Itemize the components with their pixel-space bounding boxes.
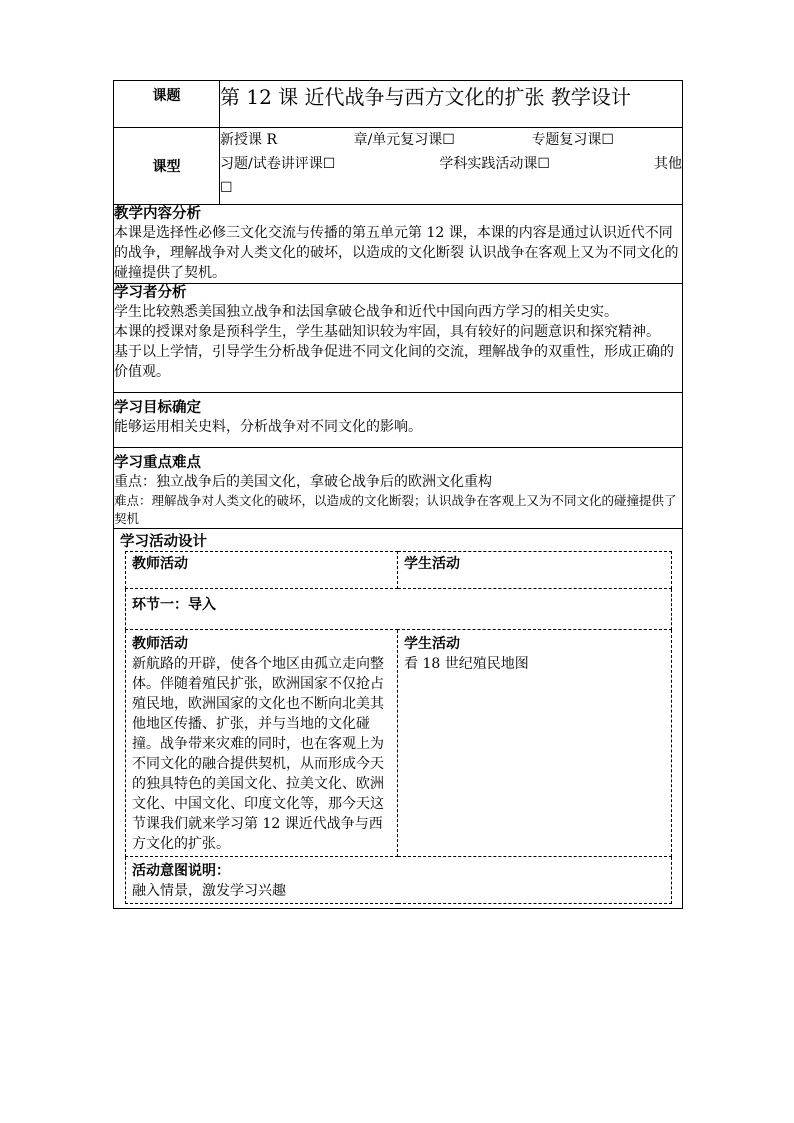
- type-chapter-review: 章/单元复习课☐: [353, 132, 455, 148]
- stage-row: [126, 589, 672, 630]
- teacher-activity-header: 教师活动: [126, 552, 398, 589]
- key-points-heading: 学习重点难点: [114, 454, 201, 471]
- type-other-checkbox: ☐: [220, 180, 233, 196]
- type-row: [114, 128, 683, 205]
- intent-text: 融入情景，激发学习兴趣: [132, 883, 286, 899]
- student-activity-label: 学生活动: [404, 636, 460, 652]
- learner-analysis-section: [114, 284, 683, 393]
- teacher-activity-label: 教师活动: [132, 636, 188, 652]
- activity-detail-row: [126, 630, 672, 857]
- lesson-label: 课题: [114, 81, 220, 128]
- learner-analysis-row: [114, 284, 683, 393]
- type-line-2: [220, 152, 682, 176]
- content-analysis-row: [114, 205, 683, 284]
- type-label: 课型: [114, 128, 220, 205]
- type-line-1: [220, 128, 682, 152]
- stage-1-cell: [126, 589, 672, 630]
- activity-section: [114, 529, 683, 909]
- stage-1-label: 环节一：导入: [132, 597, 216, 613]
- content-analysis-section: [114, 205, 683, 284]
- key-points-row: [114, 448, 683, 529]
- student-activity-header: 学生活动: [398, 552, 672, 589]
- student-activity-text: 看 18 世纪殖民地图: [404, 656, 529, 672]
- intent-row: [126, 857, 672, 904]
- learner-paragraph: 学生比较熟悉美国独立战争和法国拿破仑战争和近代中国向西方学习的相关史实。: [114, 304, 618, 320]
- activity-heading: 学习活动设计: [120, 533, 207, 550]
- activity-row: [114, 529, 683, 909]
- lesson-plan-page: [113, 80, 682, 909]
- key-points-section: [114, 448, 683, 529]
- objectives-row: [114, 393, 683, 448]
- type-other: 其他: [654, 156, 682, 172]
- content-analysis-text: 本课是选择性必修三文化交流与传播的第五单元第 12 课，本课的内容是通过认识近代不同的战争，理解战争对人类文化的破坏，以造成的文化断裂 认识战争在客观上又为不同文化的碰撞提供了契机。: [114, 225, 679, 281]
- lesson-plan-table: [113, 80, 683, 909]
- key-point-text: 重点：独立战争后的美国文化，拿破仑战争后的欧洲文化重构: [114, 474, 492, 490]
- difficult-point-text: 难点：理解战争对人类文化的破坏，以造成的文化断裂；认识战争在客观上又为不同文化的碰撞提供了契机: [114, 493, 677, 526]
- intent-label: 活动意图说明：: [132, 863, 230, 879]
- learner-paragraph: 基于以上学情，引导学生分析战争促进不同文化间的交流，理解战争的双重性，形成正确的价值观。: [114, 344, 674, 380]
- learner-paragraph: 本课的授课对象是预科学生，学生基础知识较为牢固，具有较好的问题意识和探究精神。: [114, 324, 660, 340]
- type-practice: 学科实践活动课☐: [439, 156, 550, 172]
- student-activity-cell: [398, 630, 672, 857]
- content-analysis-heading: 教学内容分析: [114, 205, 201, 222]
- objectives-text: 能够运用相关史料，分析战争对不同文化的影响。: [114, 419, 422, 435]
- type-topic-review: 专题复习课☐: [531, 132, 614, 148]
- type-exam-review: 习题/试卷讲评课☐: [220, 156, 336, 172]
- activity-header-row: [126, 552, 672, 589]
- objectives-section: [114, 393, 683, 448]
- learner-analysis-heading: 学习者分析: [114, 284, 187, 301]
- teacher-activity-text: 新航路的开辟，使各个地区由孤立走向整体。伴随着殖民扩张，欧洲国家不仅抢占殖民地，欧洲国家的文化也不断向北美其他地区传播、扩张，并与当地的文化碰撞。战争带来灾难的同时，也在客观上为不同文化的融合提供契机，从而形成今天的独具特色的美国文化、拉美文化、欧洲文化、中国文化、印度文化等，那今天这节课我们就来学习第 12 课近代战争与西方文化的扩张。: [132, 656, 384, 852]
- activity-table: [125, 551, 672, 904]
- lesson-title: 第 12 课 近代战争与西方文化的扩张 教学设计: [220, 81, 683, 128]
- title-row: [114, 81, 683, 128]
- teacher-activity-cell: [126, 630, 398, 857]
- type-options: [220, 128, 683, 205]
- objectives-heading: 学习目标确定: [114, 399, 201, 416]
- type-new-lesson: 新授课 R: [220, 132, 277, 148]
- intent-cell: [126, 857, 672, 904]
